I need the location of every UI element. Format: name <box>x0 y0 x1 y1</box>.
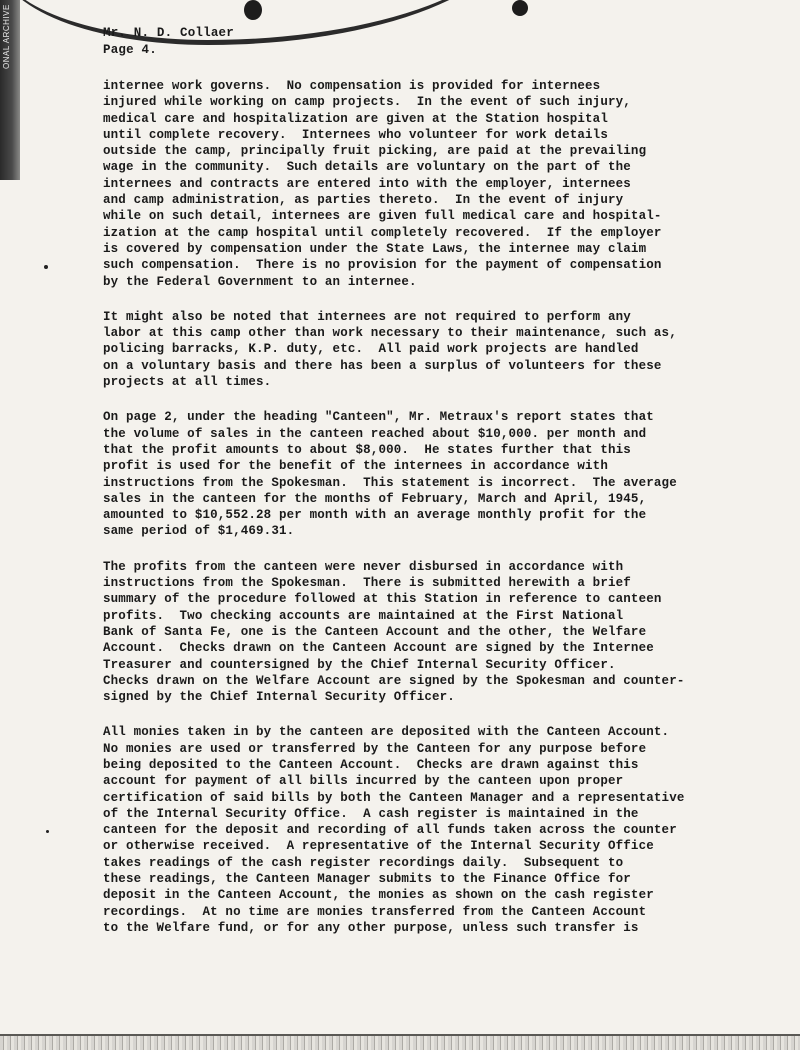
text-line: signed by the Chief Internal Security Officer. <box>103 690 455 705</box>
text-line: these readings, the Canteen Manager submits to the Finance Office for <box>103 872 631 887</box>
text-line: policing barracks, K.P. duty, etc. All paid work projects are handled <box>103 342 639 357</box>
text-line: instructions from the Spokesman. There is submitted herewith a brief <box>103 576 631 591</box>
text-line: deposit in the Canteen Account, the monies as shown on the cash register <box>103 888 654 903</box>
text-line: being deposited to the Canteen Account. Checks are drawn against this <box>103 757 639 772</box>
text-line: such compensation. There is no provision for the payment of compensation <box>103 258 662 273</box>
text-line: recordings. At no time are monies transferred from the Canteen Account <box>103 904 647 919</box>
text-line: until complete recovery. Internees who volunteer for work details <box>103 127 608 142</box>
scan-bottom-edge <box>0 1036 800 1050</box>
letter-header <box>103 25 234 59</box>
paragraph <box>103 309 748 390</box>
text-line: profits. Two checking accounts are maintained at the First National <box>103 608 624 623</box>
text-line: profit is used for the benefit of the internees in accordance with <box>103 459 608 474</box>
text-line: to the Welfare fund, or for any other purpose, unless such transfer is <box>103 920 639 935</box>
text-line: wage in the community. Such details are voluntary on the part of the <box>103 160 631 175</box>
text-line: or otherwise received. A representative of the Internal Security Office <box>103 839 654 854</box>
text-line: and camp administration, as parties thereto. In the event of injury <box>103 193 624 208</box>
paragraph <box>103 409 748 539</box>
text-line: The profits from the canteen were never disbursed in accordance with <box>103 559 624 574</box>
text-line: Account. Checks drawn on the Canteen Account are signed by the Internee <box>103 641 654 656</box>
text-line: while on such detail, internees are given full medical care and hospital- <box>103 209 662 224</box>
text-line: internee work governs. No compensation is provided for internees <box>103 79 601 93</box>
text-line: internees and contracts are entered into with the employer, internees <box>103 176 631 191</box>
text-line: that the profit amounts to about $8,000. He states further that this <box>103 442 631 457</box>
text-line: On page 2, under the heading "Canteen", Mr. Metraux's report states that <box>103 410 654 425</box>
paragraph <box>103 78 748 290</box>
text-line: by the Federal Government to an internee. <box>103 274 417 289</box>
text-line: All monies taken in by the canteen are deposited with the Canteen Account. <box>103 725 670 740</box>
punch-hole-icon <box>512 0 528 16</box>
paragraph <box>103 559 748 706</box>
text-line: the volume of sales in the canteen reached about $10,000. per month and <box>103 426 647 441</box>
text-line: of the Internal Security Office. A cash register is maintained in the <box>103 806 639 821</box>
punch-hole-icon <box>244 0 262 20</box>
text-line: No monies are used or transferred by the Canteen for any purpose before <box>103 741 647 756</box>
text-line: Bank of Santa Fe, one is the Canteen Account and the other, the Welfare <box>103 624 647 639</box>
text-line: projects at all times. <box>103 375 272 390</box>
page-number: Page 4. <box>103 43 157 57</box>
text-line: canteen for the deposit and recording of all funds taken across the counter <box>103 823 677 838</box>
text-line: is covered by compensation under the State Laws, the internee may claim <box>103 241 647 256</box>
text-line: Checks drawn on the Welfare Account are signed by the Spokesman and counter- <box>103 673 685 688</box>
text-line: sales in the canteen for the months of February, March and April, 1945, <box>103 491 647 506</box>
text-line: same period of $1,469.31. <box>103 524 295 539</box>
letter-body <box>103 78 748 955</box>
text-line: on a voluntary basis and there has been a surplus of volunteers for these <box>103 358 662 373</box>
text-line: outside the camp, principally fruit picking, are paid at the prevailing <box>103 144 647 159</box>
addressee-line: Mr. N. D. Collaer <box>103 26 234 40</box>
text-line: takes readings of the cash register recordings daily. Subsequent to <box>103 855 624 870</box>
text-line: medical care and hospitalization are given at the Station hospital <box>103 111 608 126</box>
binder-strip <box>0 0 20 180</box>
text-line: amounted to $10,552.28 per month with an average monthly profit for the <box>103 508 647 523</box>
text-line: certification of said bills by both the Canteen Manager and a representative <box>103 790 685 805</box>
text-line: injured while working on camp projects. In the event of such injury, <box>103 95 631 110</box>
text-line: Treasurer and countersigned by the Chief Internal Security Officer. <box>103 657 616 672</box>
ink-speck <box>46 830 49 833</box>
text-line: account for payment of all bills incurred by the canteen upon proper <box>103 774 624 789</box>
text-line: It might also be noted that internees are not required to perform any <box>103 309 631 324</box>
archive-margin-label: ONAL ARCHIVE <box>2 4 11 69</box>
ink-speck <box>44 265 48 269</box>
text-line: summary of the procedure followed at this Station in reference to canteen <box>103 592 662 607</box>
paragraph <box>103 724 748 936</box>
text-line: instructions from the Spokesman. This statement is incorrect. The average <box>103 475 677 490</box>
text-line: ization at the camp hospital until completely recovered. If the employer <box>103 225 662 240</box>
text-line: labor at this camp other than work necessary to their maintenance, such as, <box>103 326 677 341</box>
